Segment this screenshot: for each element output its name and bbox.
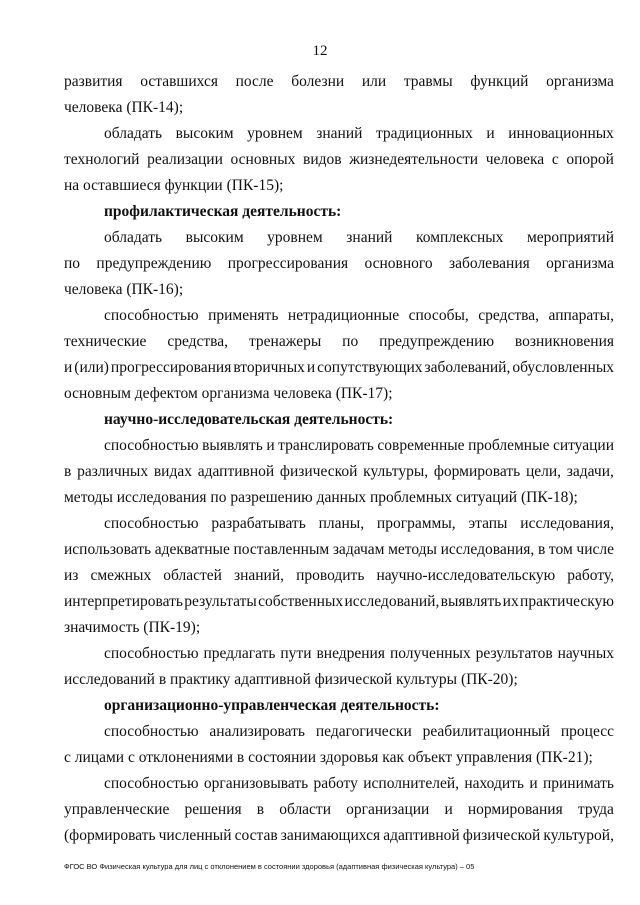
text-line: значимость (ПК-19); <box>64 619 201 636</box>
text-line: технические средства, тренажеры по предупреждению возникновения <box>64 333 614 350</box>
text-line: способностью выявлять и транслировать современные проблемные ситуации <box>104 437 614 454</box>
text-line: на оставшиеся функции (ПК-15); <box>64 177 284 194</box>
text-line: с лицами с отклонениями в состоянии здоровья как объект управления (ПК-21); <box>64 749 593 766</box>
text-line: из смежных областей знаний, проводить научно-исследовательскую работу, <box>64 567 614 584</box>
text-line: по предупреждению прогрессирования основного заболевания организма <box>64 255 614 272</box>
text-line: способностью применять нетрадиционные способы, средства, аппараты, <box>104 307 614 324</box>
text-line: способностью анализировать педагогически реабилитационный процесс <box>104 723 614 740</box>
section-heading: научно-исследовательская деятельность: <box>104 411 394 428</box>
text-line: (формировать численный состав занимающихся адаптивной физической культурой, <box>64 827 614 844</box>
text-line: методы исследования по разрешению данных проблемных ситуаций (ПК-18); <box>64 489 578 506</box>
text-line: развития оставшихся после болезни или травмы функций организма <box>64 73 614 90</box>
text-line: в различных видах адаптивной физической культуры, формировать цели, задачи, <box>64 463 614 480</box>
text-line: способностью предлагать пути внедрения полученных результатов научных <box>104 645 614 662</box>
text-line: обладать высоким уровнем знаний традиционных и инновационных <box>104 125 614 142</box>
text-line: человека (ПК-16); <box>64 281 184 298</box>
text-line: интерпретировать результаты собственных исследований, выявлять их практическую <box>64 593 614 610</box>
text-line: управленческие решения в области организации и нормирования труда <box>64 801 614 818</box>
text-line: использовать адекватные поставленным задачам методы исследования, в том числе <box>64 541 614 558</box>
text-line: обладать высоким уровнем знаний комплексных мероприятий <box>104 229 614 246</box>
page-footer: ФГОС ВО Физическая культура для лиц с отклонением в состоянии здоровья (адаптивная физическая культура) – 05 <box>64 862 475 871</box>
text-line: способностью разрабатывать планы, программы, этапы исследования, <box>104 515 614 532</box>
text-line: и (или) прогрессирования вторичных и сопутствующих заболеваний, обусловленных <box>64 359 614 376</box>
page-number: 12 <box>312 43 328 59</box>
section-heading: организационно-управленческая деятельность: <box>104 697 440 714</box>
text-line: способностью организовывать работу исполнителей, находить и принимать <box>104 775 614 792</box>
text-line: человека (ПК-14); <box>64 99 184 116</box>
text-line: основным дефектом организма человека (ПК-17); <box>64 385 393 402</box>
text-line: исследований в практику адаптивной физической культуры (ПК-20); <box>64 671 518 688</box>
text-line: технологий реализации основных видов жизнедеятельности человека с опорой <box>64 151 614 168</box>
section-heading: профилактическая деятельность: <box>104 203 342 220</box>
